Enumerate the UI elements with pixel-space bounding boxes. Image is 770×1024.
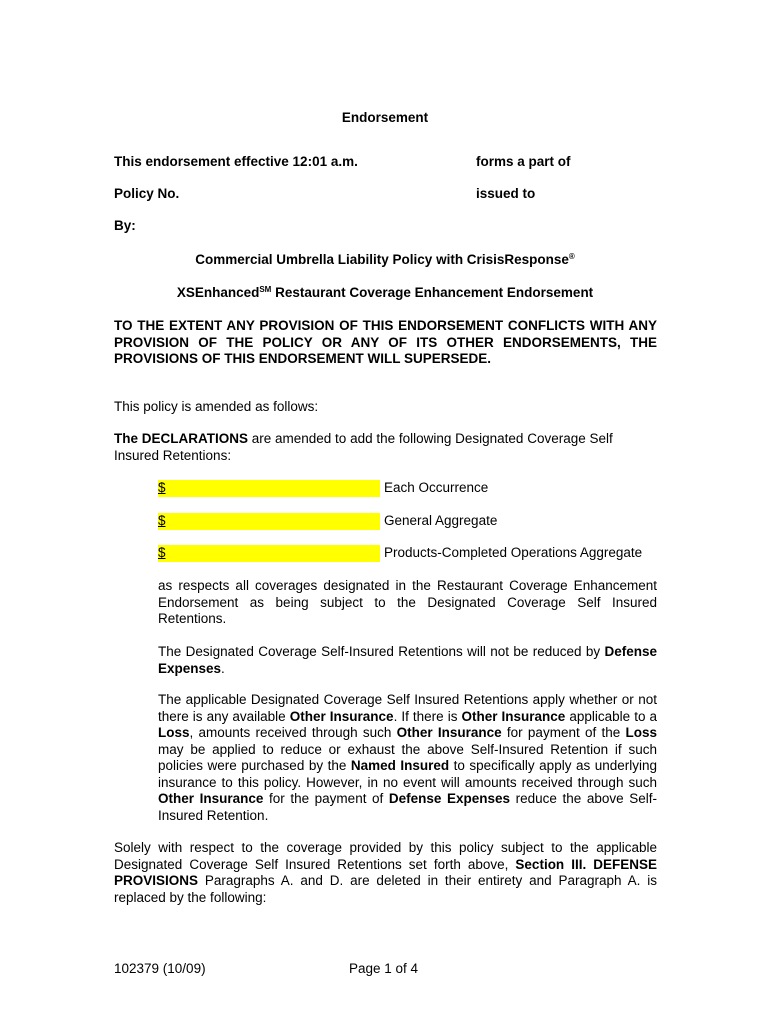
- policy-no-label: Policy No.: [114, 186, 180, 201]
- service-mark: SM: [259, 285, 272, 294]
- declarations-paragraph: [114, 431, 657, 464]
- form-number: 102379 (10/09): [114, 961, 206, 976]
- retention-general-aggregate: [158, 513, 497, 530]
- retention-amount-field[interactable]: $: [158, 480, 380, 497]
- by-label: By:: [114, 218, 136, 233]
- policy-title-line1: [0, 252, 770, 269]
- effective-label: This endorsement effective 12:01 a.m.: [114, 154, 358, 169]
- page-number: Page 1 of 4: [349, 961, 419, 976]
- declarations-heading: The DECLARATIONS: [114, 431, 248, 446]
- policy-title-line2: [0, 285, 770, 302]
- apply-paragraph: The applicable Designated Coverage Self Insured Retentions apply whether or not there is any available Other Insurance. If there is Other Insurance applicable to a Loss, amounts received through such Other Insurance for payment of the Loss may be applied to reduce or exhaust the above Self-Insured Retention if such policies were purchased by the Named Insured to specifically apply as underlying insurance to this policy. However, in no event will amounts received through such Other Insurance for the payment of Defense Expenses reduce the above Self-Insured Retention.: [158, 692, 658, 823]
- retention-amount-field[interactable]: $: [158, 513, 380, 530]
- forms-part-label: forms a part of: [476, 154, 571, 169]
- issued-to-label: issued to: [476, 186, 536, 201]
- retention-amount-field[interactable]: $: [158, 545, 380, 562]
- supersede-notice: TO THE EXTENT ANY PROVISION OF THIS ENDORSEMENT CONFLICTS WITH ANY PROVISION OF THE POLICY OR ANY OF ITS OTHER ENDORSEMENTS, THE PROVISIONS OF THIS ENDORSEMENT WILL SUPERSEDE.: [114, 318, 657, 366]
- registered-mark: ®: [568, 252, 575, 261]
- not-reduced-paragraph: The Designated Coverage Self-Insured Retentions will not be reduced by Defense Expenses.: [158, 644, 657, 676]
- defense-provisions-paragraph: Solely with respect to the coverage provided by this policy subject to the applicable Designated Coverage Self Insured Retentions set forth above, Section III. DEFENSE PROVISIONS Paragraphs A. and D. are deleted in their entirety and Paragraph A. is replaced by the following:: [114, 840, 657, 905]
- policy-title-text: Commercial Umbrella Liability Policy with CrisisResponse: [195, 252, 569, 267]
- retention-products-completed: [158, 545, 642, 562]
- endorsement-name: Restaurant Coverage Enhancement Endorsement: [271, 285, 594, 300]
- amended-intro: This policy is amended as follows:: [114, 399, 319, 414]
- xsenhanced-text: XSEnhanced: [176, 285, 260, 300]
- retention-each-occurrence: [158, 480, 488, 497]
- retention-label: General Aggregate: [384, 513, 498, 528]
- respects-paragraph: as respects all coverages designated in the Restaurant Coverage Enhancement Endorsement as being subject to the Designated Coverage Self Insured Retentions.: [158, 578, 657, 626]
- declarations-text: are amended to add the following Designated Coverage Self Insured Retentions:: [114, 431, 613, 463]
- retention-label: Each Occurrence: [384, 480, 489, 495]
- document-title: Endorsement: [341, 110, 429, 125]
- retention-label: Products-Completed Operations Aggregate: [384, 545, 643, 560]
